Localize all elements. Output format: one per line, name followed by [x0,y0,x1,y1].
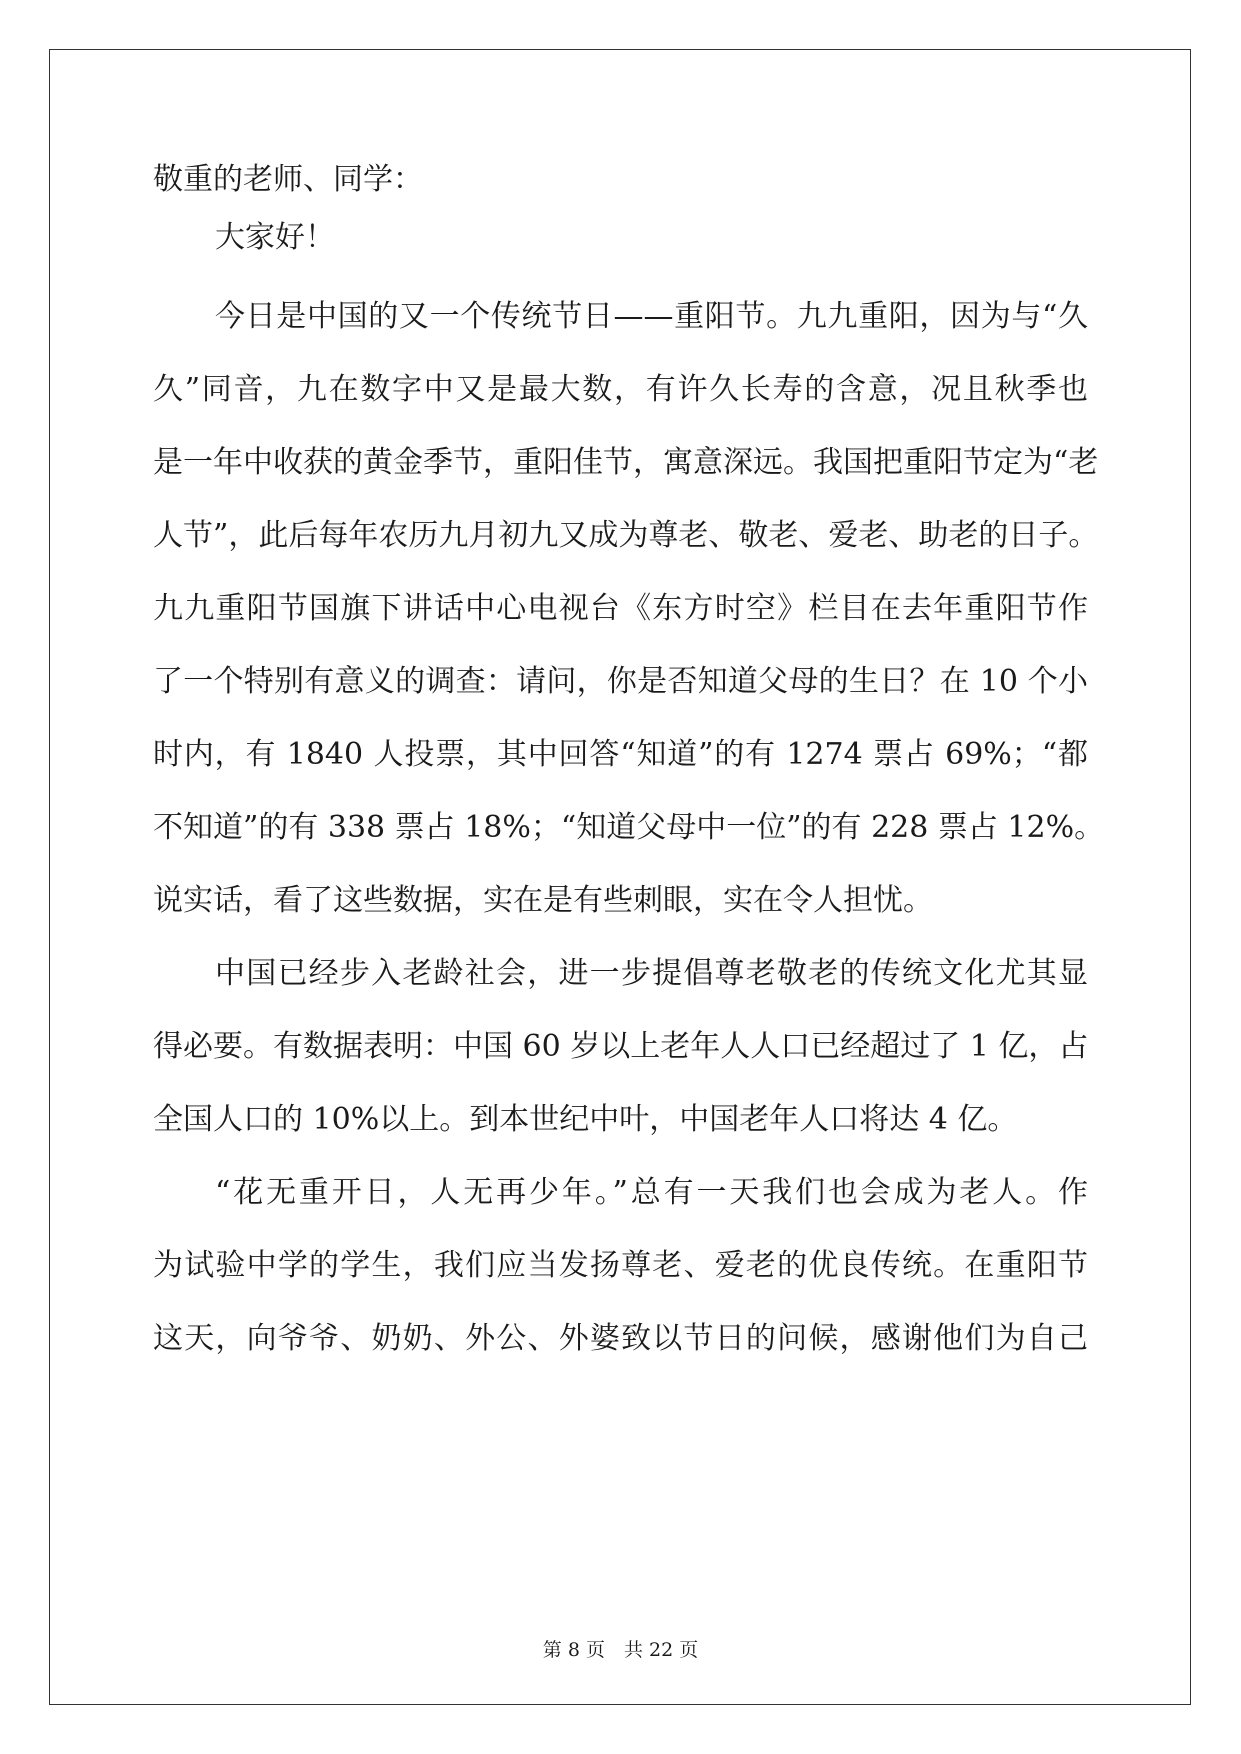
paragraph-1-line-2: 久”同音，九在数字中又是最大数，有许久长寿的含意，况且秋季也 [153,372,1088,407]
paragraph-2-line-2: 得必要。有数据表明：中国 60 岁以上老年人人口已经超过了 1 亿，占 [153,1029,1089,1064]
paragraph-1-line-7: 时内，有 1840 人投票，其中回答“知道”的有 1274 票占 69%；“都 [153,737,1088,772]
paragraph-2-line-3: 全国人口的 10%以上。到本世纪中叶，中国老年人口将达 4 亿。 [153,1102,1018,1137]
page-number-footer: 第 8 页 共 22 页 [542,1639,699,1661]
greeting: 大家好！ [215,220,335,255]
paragraph-1-line-1: 今日是中国的又一个传统节日——重阳节。九九重阳，因为与“久 [215,299,1088,334]
paragraph-3-line-1: “花无重开日，人无再少年。”总有一天我们也会成为老人。作 [215,1175,1088,1210]
paragraph-1-line-9: 说实话，看了这些数据，实在是有些刺眼，实在令人担忧。 [153,883,933,918]
paragraph-1-line-8: 不知道”的有 338 票占 18%；“知道父母中一位”的有 228 票占 12%。 [153,810,1105,845]
salutation: 敬重的老师、同学： [153,162,423,197]
paragraph-1-line-6: 了一个特别有意义的调查：请问，你是否知道父母的生日？在 10 个小 [153,664,1088,699]
paragraph-1-line-3: 是一年中收获的黄金季节，重阳佳节，寓意深远。我国把重阳节定为“老 [153,445,1099,480]
paragraph-1-line-4: 人节”，此后每年农历九月初九又成为尊老、敬老、爱老、助老的日子。 [153,518,1099,553]
paragraph-1-line-5: 九九重阳节国旗下讲话中心电视台《东方时空》栏目在去年重阳节作 [153,591,1088,626]
paragraph-3-line-2: 为试验中学的学生，我们应当发扬尊老、爱老的优良传统。在重阳节 [153,1248,1088,1283]
paragraph-3-line-3: 这天，向爷爷、奶奶、外公、外婆致以节日的问候，感谢他们为自己 [153,1321,1088,1356]
paragraph-2-line-1: 中国已经步入老龄社会，进一步提倡尊老敬老的传统文化尤其显 [215,956,1088,991]
